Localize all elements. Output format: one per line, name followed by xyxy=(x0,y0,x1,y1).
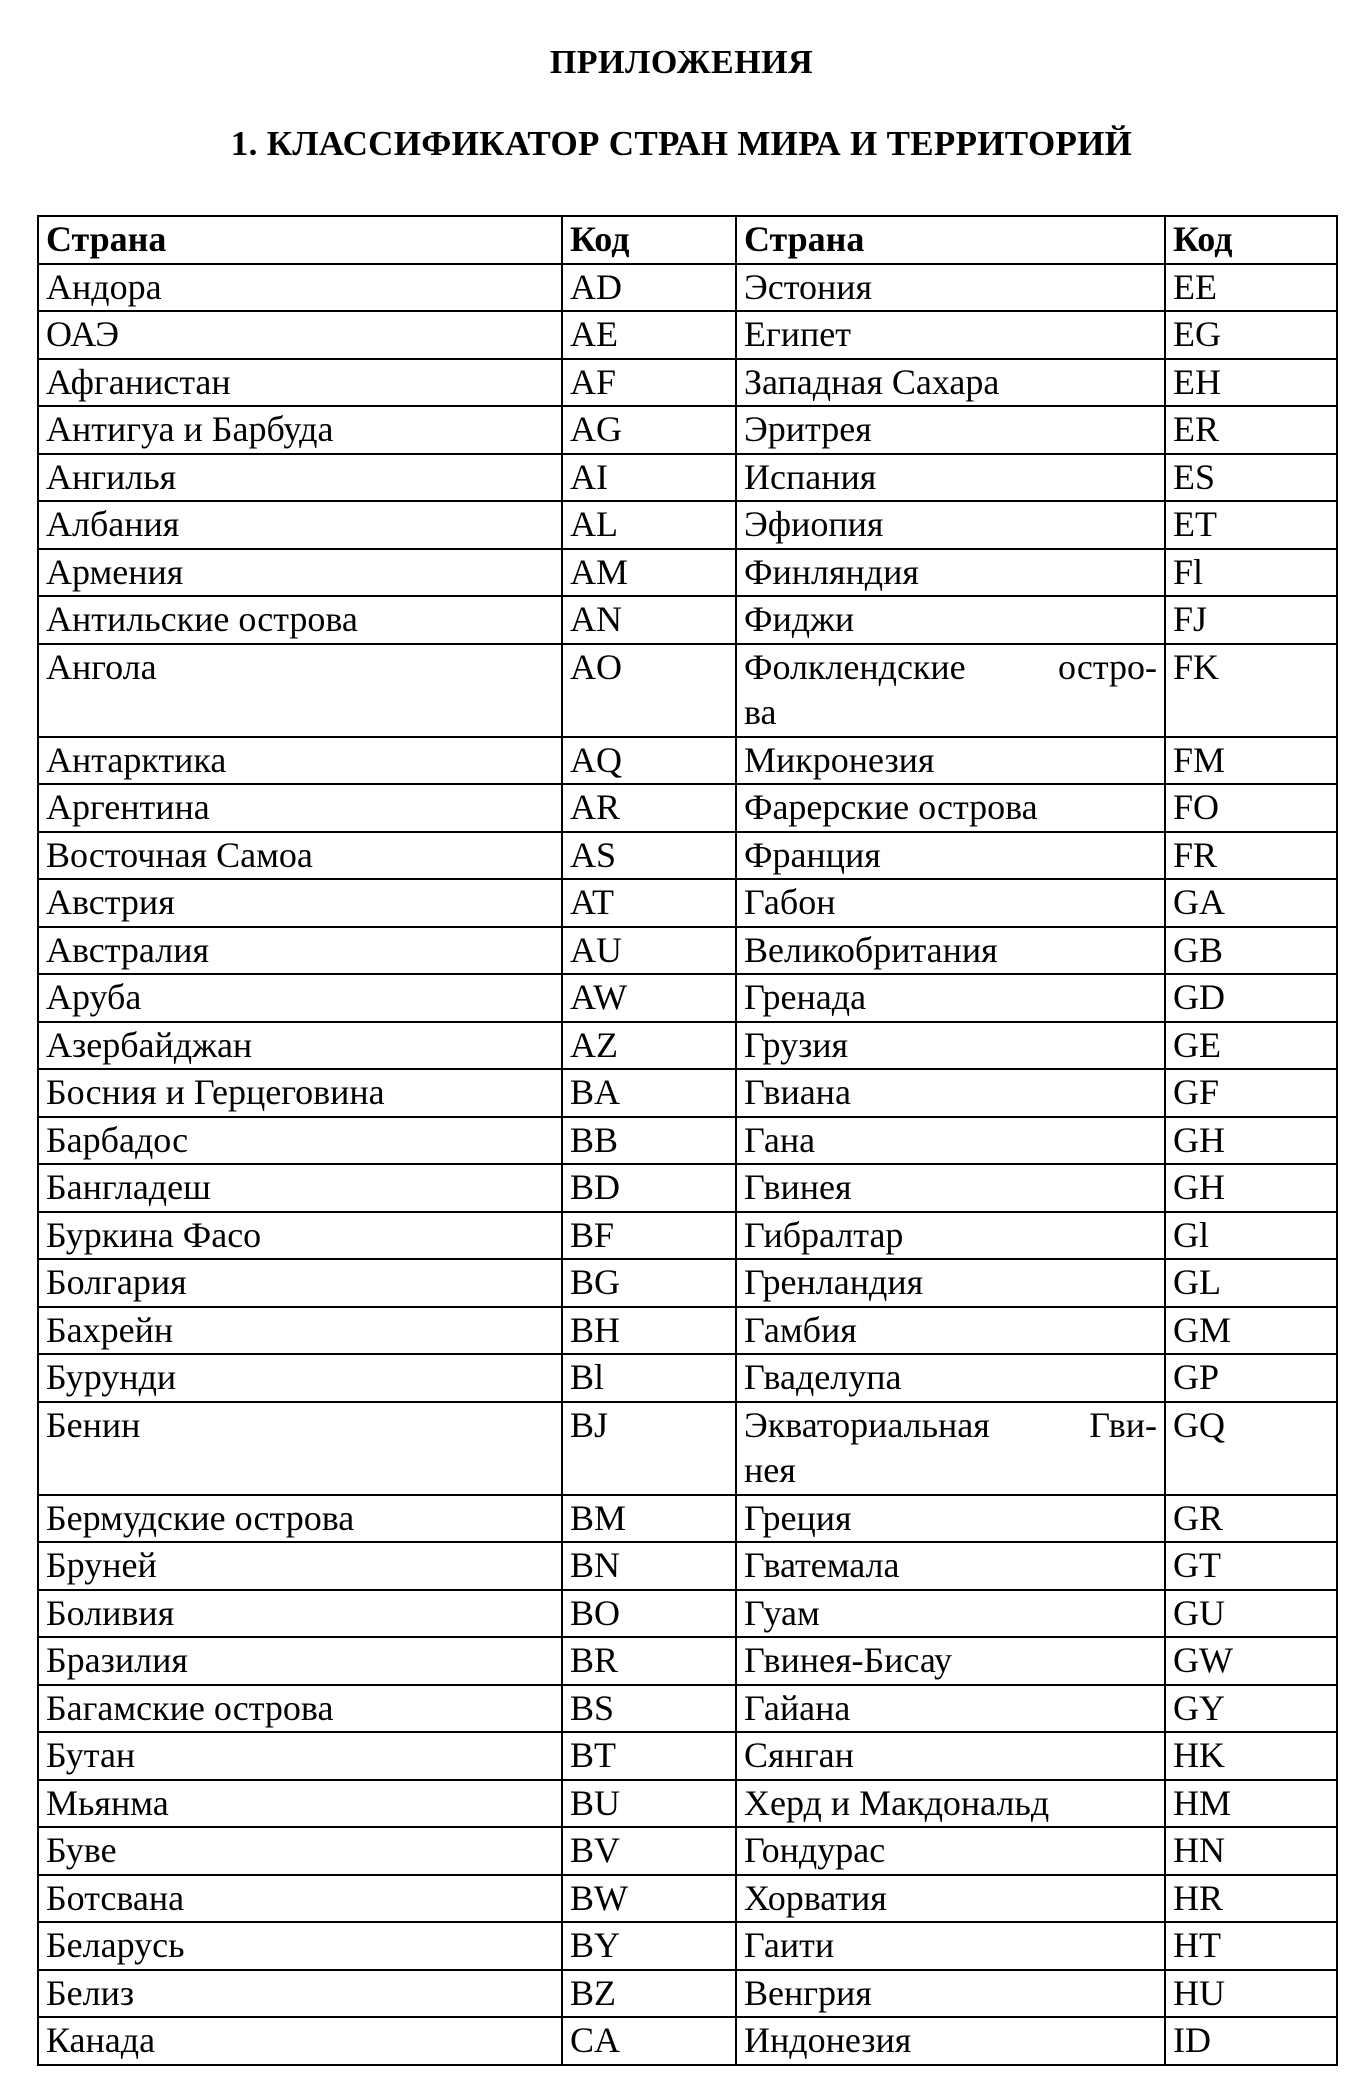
code-cell-left: AL xyxy=(562,501,736,549)
code-cell-right: GB xyxy=(1165,927,1337,975)
code-cell-right: HU xyxy=(1165,1970,1337,2018)
table-row xyxy=(38,879,1337,927)
page-heading: ПРИЛОЖЕНИЯ xyxy=(549,44,814,81)
country-cell-right xyxy=(736,1402,1165,1495)
table-header-row xyxy=(38,216,1337,264)
country-cell-right: Гибралтар xyxy=(736,1212,1165,1260)
country-cell-right: Греция xyxy=(736,1495,1165,1543)
code-cell-left: BM xyxy=(562,1495,736,1543)
country-cell-right: Гондурас xyxy=(736,1827,1165,1875)
country-name-line-continued: ва xyxy=(744,692,777,732)
table-row xyxy=(38,1542,1337,1590)
code-cell-left: AN xyxy=(562,596,736,644)
country-cell-left: Азербайджан xyxy=(38,1022,562,1070)
code-cell-left: BJ xyxy=(562,1402,736,1495)
code-cell-right: ET xyxy=(1165,501,1337,549)
country-cell-left: Багамские острова xyxy=(38,1685,562,1733)
code-cell-left: AS xyxy=(562,832,736,880)
country-cell-left: Армения xyxy=(38,549,562,597)
country-cell-right: Западная Сахара xyxy=(736,359,1165,407)
country-cell-right: Гаити xyxy=(736,1922,1165,1970)
table-row xyxy=(38,1212,1337,1260)
header-code-left: Код xyxy=(562,216,736,264)
header-country-left: Страна xyxy=(38,216,562,264)
code-cell-right: GQ xyxy=(1165,1402,1337,1495)
code-cell-right: GH xyxy=(1165,1164,1337,1212)
code-cell-left: AR xyxy=(562,784,736,832)
code-cell-left: AQ xyxy=(562,737,736,785)
country-cell-left: Австралия xyxy=(38,927,562,975)
code-cell-left: BF xyxy=(562,1212,736,1260)
code-cell-left: AU xyxy=(562,927,736,975)
code-cell-left: AI xyxy=(562,454,736,502)
code-cell-left: BO xyxy=(562,1590,736,1638)
table-row xyxy=(38,549,1337,597)
country-cell-left: Бурунди xyxy=(38,1354,562,1402)
country-cell-left: Беларусь xyxy=(38,1922,562,1970)
code-cell-right: GA xyxy=(1165,879,1337,927)
code-cell-right: ID xyxy=(1165,2017,1337,2065)
table-row xyxy=(38,1022,1337,1070)
table-row xyxy=(38,1780,1337,1828)
country-cell-left: Боливия xyxy=(38,1590,562,1638)
code-cell-left: BH xyxy=(562,1307,736,1355)
code-cell-left: AZ xyxy=(562,1022,736,1070)
table-row xyxy=(38,406,1337,454)
code-cell-left: AD xyxy=(562,264,736,312)
code-cell-left: AF xyxy=(562,359,736,407)
code-cell-right: ER xyxy=(1165,406,1337,454)
country-cell-right: Гамбия xyxy=(736,1307,1165,1355)
code-cell-left: CA xyxy=(562,2017,736,2065)
code-cell-left: BN xyxy=(562,1542,736,1590)
country-cell-left: Канада xyxy=(38,2017,562,2065)
country-cell-left: Ботсвана xyxy=(38,1875,562,1923)
table-row xyxy=(38,454,1337,502)
code-cell-left: BD xyxy=(562,1164,736,1212)
code-cell-right: FR xyxy=(1165,832,1337,880)
code-cell-right: FJ xyxy=(1165,596,1337,644)
code-cell-left: AT xyxy=(562,879,736,927)
code-cell-right: EE xyxy=(1165,264,1337,312)
country-cell-right: Габон xyxy=(736,879,1165,927)
country-cell-right: Гренада xyxy=(736,974,1165,1022)
table-row xyxy=(38,1069,1337,1117)
header-code-right: Код xyxy=(1165,216,1337,264)
country-cell-right: Эфиопия xyxy=(736,501,1165,549)
country-cell-left: Бруней xyxy=(38,1542,562,1590)
country-cell-right: Гваделупа xyxy=(736,1354,1165,1402)
country-cell-left: ОАЭ xyxy=(38,311,562,359)
country-cell-right: Гуам xyxy=(736,1590,1165,1638)
code-cell-right: FK xyxy=(1165,644,1337,737)
header-country-right: Страна xyxy=(736,216,1165,264)
table-row xyxy=(38,1117,1337,1165)
code-cell-right: HT xyxy=(1165,1922,1337,1970)
table-row xyxy=(38,359,1337,407)
country-cell-right: Микронезия xyxy=(736,737,1165,785)
code-cell-right: GY xyxy=(1165,1685,1337,1733)
code-cell-right: EH xyxy=(1165,359,1337,407)
country-cell-right: Фиджи xyxy=(736,596,1165,644)
code-cell-right: GP xyxy=(1165,1354,1337,1402)
code-cell-left: BG xyxy=(562,1259,736,1307)
country-cell-left: Бразилия xyxy=(38,1637,562,1685)
country-cell-left: Антигуа и Барбуда xyxy=(38,406,562,454)
table-row xyxy=(38,1685,1337,1733)
country-cell-right: Грузия xyxy=(736,1022,1165,1070)
country-cell-right: Финляндия xyxy=(736,549,1165,597)
table-row xyxy=(38,737,1337,785)
code-cell-left: AG xyxy=(562,406,736,454)
table-row xyxy=(38,1354,1337,1402)
country-cell-right: Гватемала xyxy=(736,1542,1165,1590)
country-cell-left: Болгария xyxy=(38,1259,562,1307)
code-cell-left: BS xyxy=(562,1685,736,1733)
country-cell-left: Бермудские острова xyxy=(38,1495,562,1543)
table-row xyxy=(38,1307,1337,1355)
table-row xyxy=(38,1402,1337,1495)
country-name-line-continued: нея xyxy=(744,1450,796,1490)
country-cell-right: Гренландия xyxy=(736,1259,1165,1307)
country-cell-right xyxy=(736,644,1165,737)
code-cell-left: BV xyxy=(562,1827,736,1875)
country-code-table xyxy=(37,215,1338,2066)
table-body xyxy=(38,264,1337,2065)
table-row xyxy=(38,1827,1337,1875)
code-cell-right: GU xyxy=(1165,1590,1337,1638)
code-cell-right: Fl xyxy=(1165,549,1337,597)
country-cell-left: Буве xyxy=(38,1827,562,1875)
country-cell-left: Мьянма xyxy=(38,1780,562,1828)
table-row xyxy=(38,974,1337,1022)
code-cell-right: GR xyxy=(1165,1495,1337,1543)
code-cell-left: AM xyxy=(562,549,736,597)
table-row xyxy=(38,596,1337,644)
country-cell-right: Эритрея xyxy=(736,406,1165,454)
code-cell-left: BU xyxy=(562,1780,736,1828)
table-row xyxy=(38,927,1337,975)
country-cell-right: Гайана xyxy=(736,1685,1165,1733)
country-cell-left: Восточная Самоа xyxy=(38,832,562,880)
code-cell-right: HN xyxy=(1165,1827,1337,1875)
code-cell-right: FO xyxy=(1165,784,1337,832)
country-cell-right: Херд и Макдональд xyxy=(736,1780,1165,1828)
country-cell-left: Буркина Фасо xyxy=(38,1212,562,1260)
code-cell-right: EG xyxy=(1165,311,1337,359)
table-row xyxy=(38,1732,1337,1780)
code-cell-left: BR xyxy=(562,1637,736,1685)
code-cell-left: BW xyxy=(562,1875,736,1923)
country-cell-right: Индонезия xyxy=(736,2017,1165,2065)
code-cell-left: BZ xyxy=(562,1970,736,2018)
country-cell-left: Ангола xyxy=(38,644,562,737)
table-row xyxy=(38,1590,1337,1638)
country-cell-right: Гвинея xyxy=(736,1164,1165,1212)
country-cell-left: Аруба xyxy=(38,974,562,1022)
code-cell-right: HM xyxy=(1165,1780,1337,1828)
country-cell-right: Гвиана xyxy=(736,1069,1165,1117)
code-cell-right: GE xyxy=(1165,1022,1337,1070)
country-name-line: Фолклендские остро- xyxy=(744,646,1157,687)
country-cell-right: Гана xyxy=(736,1117,1165,1165)
country-cell-left: Антарктика xyxy=(38,737,562,785)
table-row xyxy=(38,1970,1337,2018)
code-cell-left: AE xyxy=(562,311,736,359)
country-cell-right: Хорватия xyxy=(736,1875,1165,1923)
table-row xyxy=(38,1164,1337,1212)
code-cell-left: Bl xyxy=(562,1354,736,1402)
code-cell-right: GM xyxy=(1165,1307,1337,1355)
code-cell-right: ES xyxy=(1165,454,1337,502)
table-row xyxy=(38,311,1337,359)
code-cell-right: GD xyxy=(1165,974,1337,1022)
code-cell-right: GF xyxy=(1165,1069,1337,1117)
country-cell-right: Фарерские острова xyxy=(736,784,1165,832)
country-cell-right: Венгрия xyxy=(736,1970,1165,2018)
table-row xyxy=(38,1922,1337,1970)
country-cell-right: Гвинея-Бисау xyxy=(736,1637,1165,1685)
country-cell-left: Босния и Герцеговина xyxy=(38,1069,562,1117)
table-row xyxy=(38,784,1337,832)
country-name-line: Экваториальная Гви- xyxy=(744,1404,1157,1445)
country-cell-left: Антильские острова xyxy=(38,596,562,644)
country-cell-left: Австрия xyxy=(38,879,562,927)
code-cell-right: HR xyxy=(1165,1875,1337,1923)
country-cell-left: Бенин xyxy=(38,1402,562,1495)
country-cell-left: Барбадос xyxy=(38,1117,562,1165)
country-cell-left: Ангилья xyxy=(38,454,562,502)
country-cell-right: Испания xyxy=(736,454,1165,502)
code-cell-right: FM xyxy=(1165,737,1337,785)
table-row xyxy=(38,1875,1337,1923)
table-row xyxy=(38,1637,1337,1685)
country-cell-left: Афганистан xyxy=(38,359,562,407)
code-cell-left: BY xyxy=(562,1922,736,1970)
country-cell-left: Бутан xyxy=(38,1732,562,1780)
table-row xyxy=(38,501,1337,549)
country-cell-right: Эстония xyxy=(736,264,1165,312)
code-cell-left: BA xyxy=(562,1069,736,1117)
table-row xyxy=(38,264,1337,312)
country-cell-left: Бангладеш xyxy=(38,1164,562,1212)
table-row xyxy=(38,644,1337,737)
code-cell-right: GL xyxy=(1165,1259,1337,1307)
code-cell-left: BT xyxy=(562,1732,736,1780)
country-cell-right: Сянган xyxy=(736,1732,1165,1780)
table-row xyxy=(38,2017,1337,2065)
table-row xyxy=(38,1259,1337,1307)
country-cell-right: Египет xyxy=(736,311,1165,359)
country-cell-right: Великобритания xyxy=(736,927,1165,975)
code-cell-right: GH xyxy=(1165,1117,1337,1165)
code-cell-left: AO xyxy=(562,644,736,737)
table-row xyxy=(38,1495,1337,1543)
country-cell-left: Андора xyxy=(38,264,562,312)
code-cell-right: GW xyxy=(1165,1637,1337,1685)
code-cell-right: HK xyxy=(1165,1732,1337,1780)
country-cell-left: Албания xyxy=(38,501,562,549)
section-title: 1. КЛАССИФИКАТОР СТРАН МИРА И ТЕРРИТОРИЙ xyxy=(230,124,1133,163)
country-cell-left: Аргентина xyxy=(38,784,562,832)
code-cell-left: AW xyxy=(562,974,736,1022)
country-cell-right: Франция xyxy=(736,832,1165,880)
country-cell-left: Бахрейн xyxy=(38,1307,562,1355)
code-cell-right: Gl xyxy=(1165,1212,1337,1260)
code-cell-right: GT xyxy=(1165,1542,1337,1590)
table-row xyxy=(38,832,1337,880)
code-cell-left: BB xyxy=(562,1117,736,1165)
country-cell-left: Белиз xyxy=(38,1970,562,2018)
